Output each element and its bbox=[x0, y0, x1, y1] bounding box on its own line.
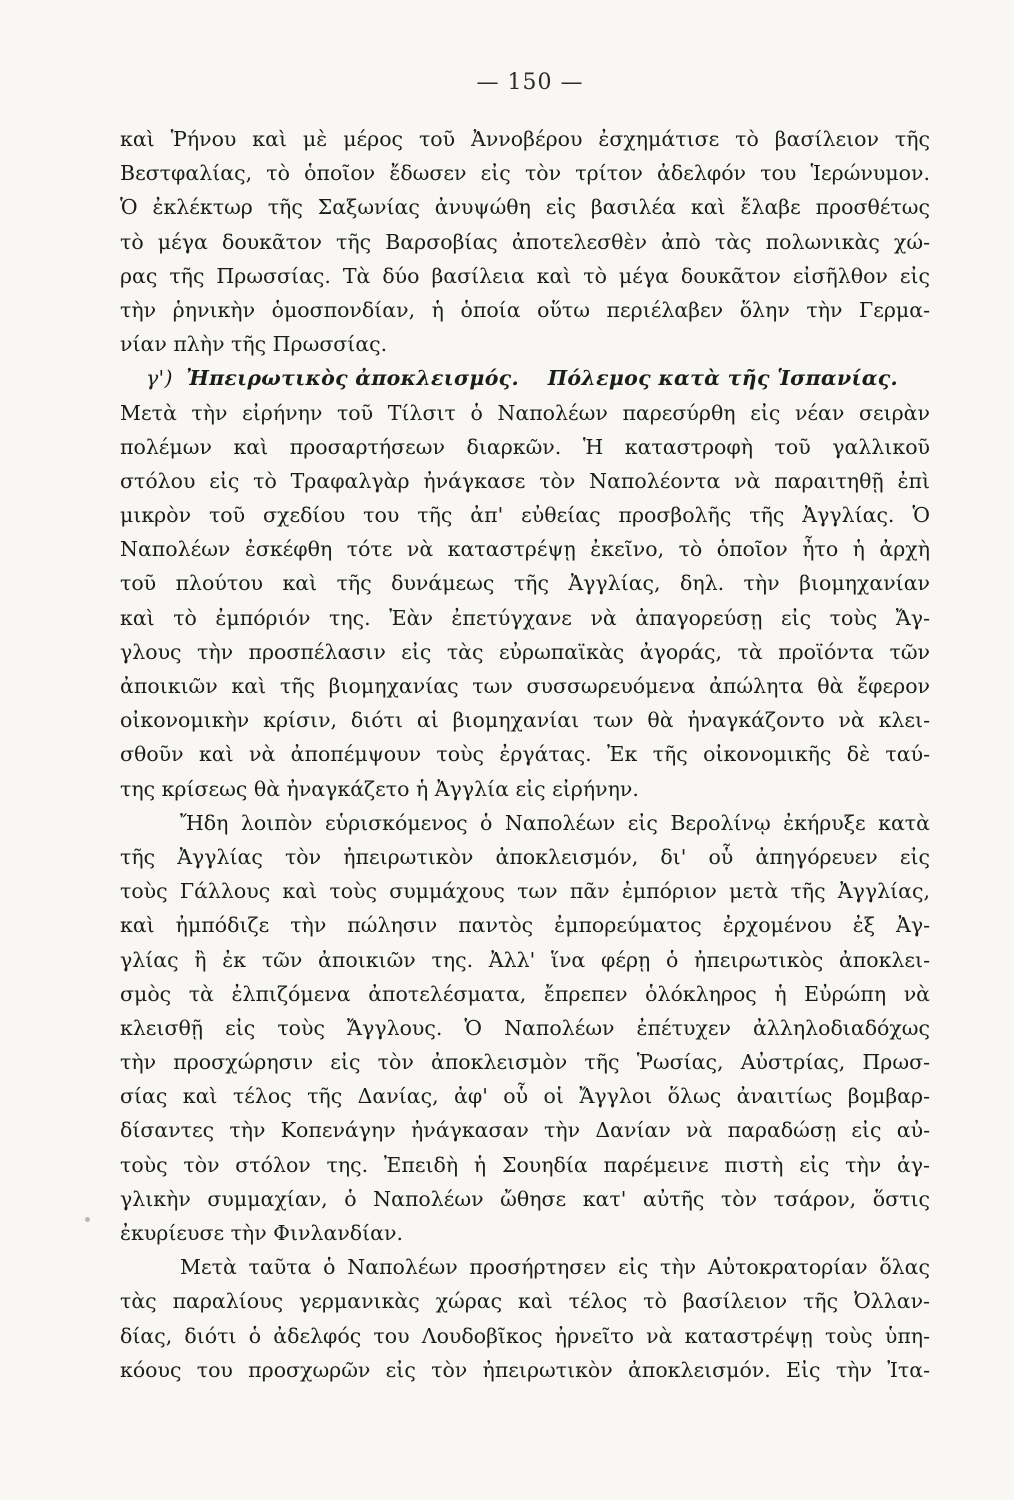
section-number: γ') bbox=[146, 366, 173, 391]
text-line: οἰκονομικὴν κρίσιν, διότι αἱ βιομηχανίαι των θὰ ἠναγκάζοντο νὰ κλει- bbox=[120, 708, 930, 733]
paragraph-3 bbox=[120, 806, 930, 1250]
paragraph-2 bbox=[120, 396, 930, 806]
text-line: στόλου εἰς τὸ Τραφαλγὰρ ἠνάγκασε τὸν Ναπολέοντα νὰ παραιτηθῇ ἐπὶ bbox=[120, 468, 930, 493]
text-line: τῆς Ἀγγλίας τὸν ἠπειρωτικὸν ἀποκλεισμόν, δι' οὗ ἀπηγόρευεν εἰς bbox=[120, 844, 930, 869]
text-line: γλίας ἢ ἐκ τῶν ἀποικιῶν της. Ἀλλ' ἵνα φέρῃ ὁ ἠπειρωτικὸς ἀποκλει- bbox=[120, 947, 930, 972]
text-line: Ναπολέων ἐσκέφθη τότε νὰ καταστρέψῃ ἐκεῖνο, τὸ ὁποῖον ἦτο ἡ ἀρχὴ bbox=[120, 537, 930, 562]
text-line: σμὸς τὰ ἐλπιζόμενα ἀποτελέσματα, ἔπρεπεν ὁλόκληρος ἡ Εὐρώπη νὰ bbox=[120, 981, 930, 1006]
paragraph-1 bbox=[120, 122, 930, 361]
text-line: μικρὸν τοῦ σχεδίου του τῆς ἀπ' εὐθείας προσβολῆς τῆς Ἀγγλίας. Ὁ bbox=[120, 503, 930, 528]
text-line: πολέμων καὶ προσαρτήσεων διαρκῶν. Ἡ καταστροφὴ τοῦ γαλλικοῦ bbox=[120, 434, 930, 459]
text-line: σίας καὶ τέλος τῆς Δανίας, ἀφ' οὗ οἱ Ἄγγλοι ὅλως ἀναιτίως βομβαρ- bbox=[120, 1084, 930, 1109]
text-line: Μετὰ ταῦτα ὁ Ναπολέων προσήρτησεν εἰς τὴν Αὐτοκρατορίαν ὅλας bbox=[180, 1255, 930, 1280]
text-line: ἐκυρίευσε τὴν Φινλανδίαν. bbox=[120, 1221, 403, 1245]
text-line: καὶ ἠμπόδιζε τὴν πώλησιν παντὸς ἐμπορεύματος ἐρχομένου ἐξ Ἀγ- bbox=[120, 913, 930, 938]
text-line: ἀποικιῶν καὶ τῆς βιομηχανίας των συσσωρευόμενα ἀπώλητα θὰ ἔφερον bbox=[120, 674, 930, 698]
text-line: σθοῦν καὶ νὰ ἀποπέμψουν τοὺς ἐργάτας. Ἐκ τῆς οἰκονομικῆς δὲ ταύ- bbox=[120, 742, 930, 767]
text-line: Μετὰ τὴν εἰρήνην τοῦ Τίλσιτ ὁ Ναπολέων παρεσύρθη εἰς νέαν σειρὰν bbox=[120, 400, 930, 425]
text-line: Ἤδη λοιπὸν εὑρισκόμενος ὁ Ναπολέων εἰς Βερολίνῳ ἐκήρυξε κατὰ bbox=[180, 810, 930, 835]
text-line: Ὁ ἐκλέκτωρ τῆς Σαξωνίας ἀνυψώθη εἰς βασιλέα καὶ ἔλαβε προσθέτως bbox=[120, 195, 930, 220]
text-line: τὴν προσχώρησιν εἰς τὸν ἀποκλεισμὸν τῆς Ῥωσίας, Αὐστρίας, Πρωσ- bbox=[120, 1050, 930, 1075]
page-number: — 150 — bbox=[476, 70, 584, 95]
text-line: κλεισθῇ εἰς τοὺς Ἄγγλους. Ὁ Ναπολέων ἐπέτυχεν ἀλληλοδιαδόχως bbox=[120, 1015, 930, 1040]
text-line: καὶ τὸ ἐμπόριόν της. Ἐὰν ἐπετύγχανε νὰ ἀπαγορεύσῃ εἰς τοὺς Ἄγ- bbox=[120, 605, 930, 630]
text-line: νίαν πλὴν τῆς Πρωσσίας. bbox=[120, 332, 388, 357]
text-line: της κρίσεως θὰ ἠναγκάζετο ἡ Ἀγγλία εἰς εἰρήνην. bbox=[120, 776, 639, 801]
paper-speck bbox=[85, 1217, 90, 1222]
text-line: ρας τῆς Πρωσσίας. Τὰ δύο βασίλεια καὶ τὸ μέγα δουκᾶτον εἰσῆλθον εἰς bbox=[120, 263, 930, 288]
section-title-1: Ἠπειρωτικὸς ἀποκλεισμός. bbox=[186, 366, 519, 391]
text-line: τοὺς Γάλλους καὶ τοὺς συμμάχους των πᾶν ἐμπόριον μετὰ τῆς Ἀγγλίας, bbox=[120, 879, 930, 904]
text-line: καὶ Ῥήνου καὶ μὲ μέρος τοῦ Ἀννοβέρου ἐσχημάτισε τὸ βασίλειον τῆς bbox=[120, 127, 930, 151]
text-line: τὸ μέγα δουκᾶτον τῆς Βαρσοβίας ἀποτελεσθὲν ἀπὸ τὰς πολωνικὰς χώ- bbox=[120, 229, 930, 254]
text-line: τὴν ῥηνικὴν ὁμοσπονδίαν, ἡ ὁποία οὕτω περιέλαβεν ὅλην τὴν Γερμα- bbox=[120, 297, 930, 322]
text-line: τοὺς τὸν στόλον της. Ἐπειδὴ ἡ Σουηδία παρέμεινε πιστὴ εἰς τὴν ἀγ- bbox=[120, 1152, 930, 1177]
text-line: τοῦ πλούτου καὶ τῆς δυνάμεως τῆς Ἀγγλίας, δηλ. τὴν βιομηχανίαν bbox=[120, 571, 930, 596]
text-line: κόους του προσχωρῶν εἰς τὸν ἠπειρωτικὸν ἀποκλεισμόν. Εἰς τὴν Ἰτα- bbox=[120, 1357, 930, 1382]
text-line: δίας, διότι ὁ ἀδελφός του Λουδοβῖκος ἠρνεῖτο νὰ καταστρέψῃ τοὺς ὑπη- bbox=[120, 1323, 930, 1348]
text-line: τὰς παραλίους γερμανικὰς χώρας καὶ τέλος τὸ βασίλειον τῆς Ὀλλαν- bbox=[120, 1289, 930, 1314]
section-title-2: Πόλεμος κατὰ τῆς Ἱσπανίας. bbox=[547, 366, 898, 391]
body-text bbox=[120, 122, 930, 1387]
section-heading bbox=[120, 361, 930, 395]
text-line: γλικὴν συμμαχίαν, ὁ Ναπολέων ὤθησε κατ' αὐτῆς τὸν τσάρον, ὅστις bbox=[120, 1186, 930, 1211]
text-line: Βεστφαλίας, τὸ ὁποῖον ἔδωσεν εἰς τὸν τρίτον ἀδελφόν του Ἱερώνυμον. bbox=[120, 161, 930, 186]
text-line: γλους τὴν προσπέλασιν εἰς τὰς εὐρωπαϊκὰς ἀγοράς, τὰ προϊόντα τῶν bbox=[120, 639, 930, 664]
paragraph-4 bbox=[120, 1250, 930, 1387]
text-line: δίσαντες τὴν Κοπενάγην ἠνάγκασαν τὴν Δανίαν νὰ παραδώσῃ εἰς αὐ- bbox=[120, 1118, 930, 1143]
